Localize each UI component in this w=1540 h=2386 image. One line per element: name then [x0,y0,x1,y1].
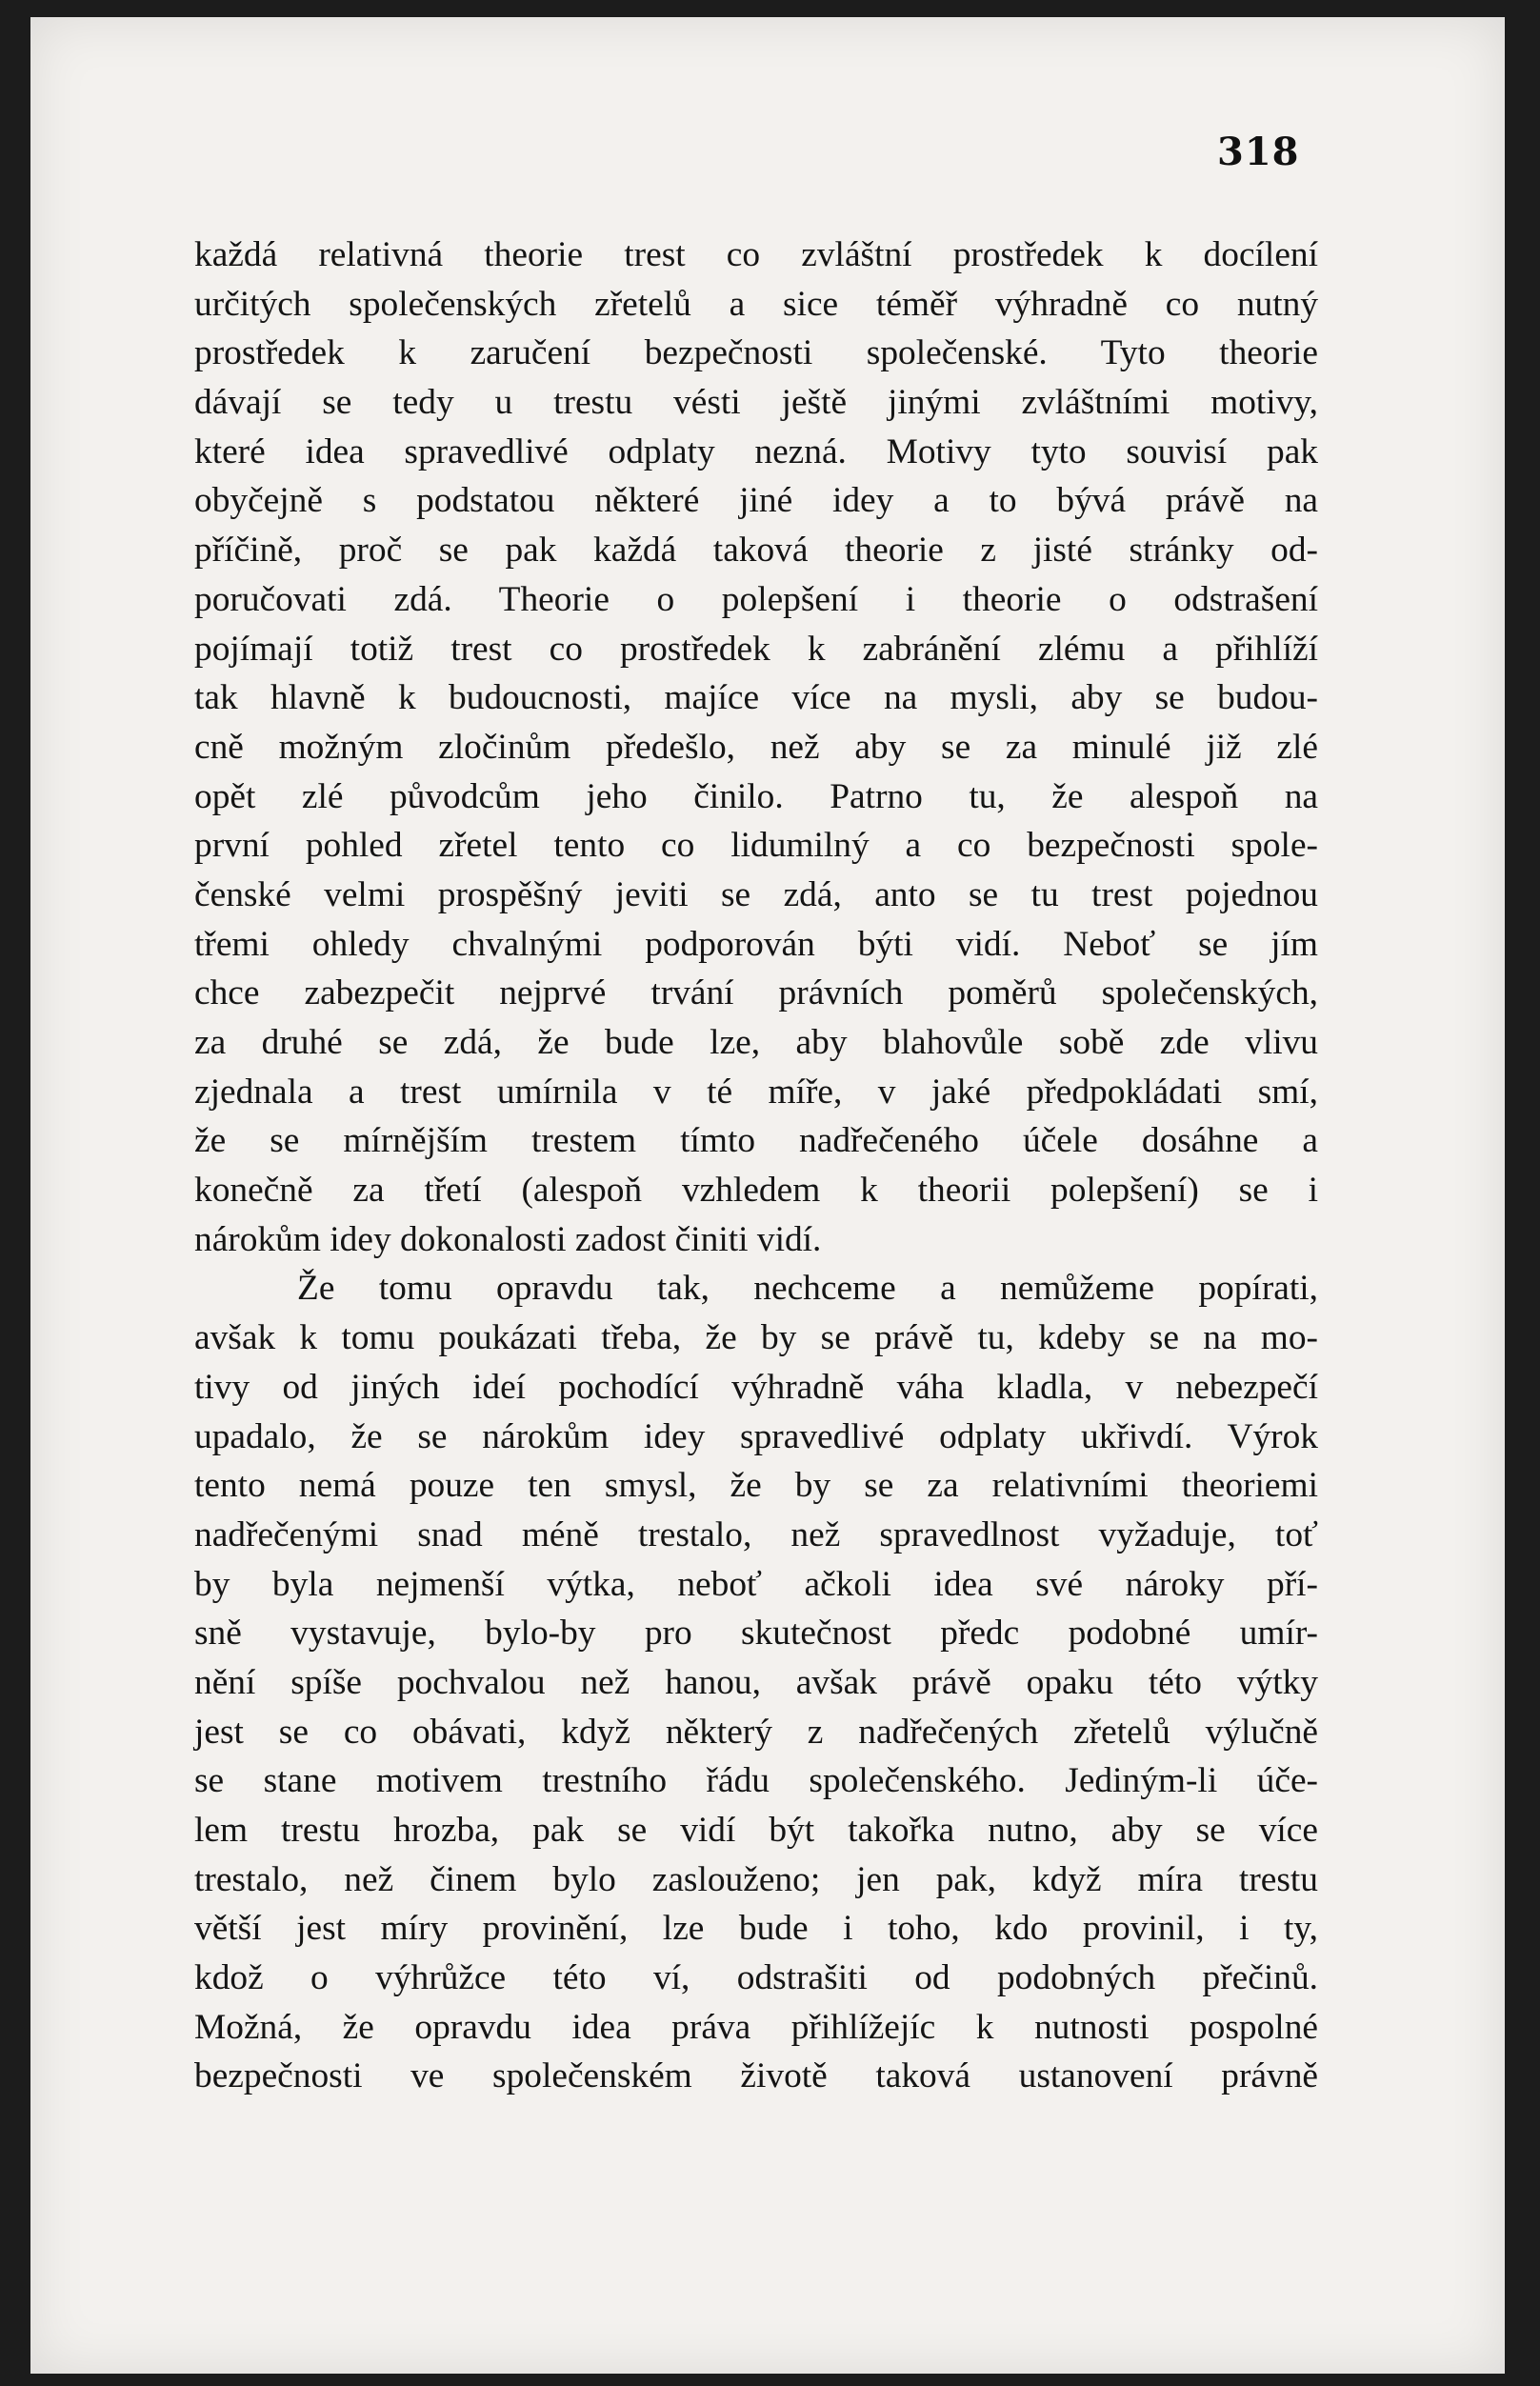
text-line: nění spíše pochvalou než hanou, avšak právě opaku této výtky [194,1662,1318,1702]
text-line: prostředek k zaručení bezpečnosti společenské. Tyto theorie [194,333,1318,373]
text-line: tento nemá pouze ten smysl, že by se za relativními theoriemi [194,1466,1318,1506]
text-line: kdož o výhrůžce této ví, odstrašiti od podobných přečinů. [194,1958,1318,1998]
text-line: opět zlé původcům jeho činilo. Patrno tu, že alespoň na [194,776,1318,816]
text-line: třemi ohledy chvalnými podporován býti vidí. Neboť se jím [194,924,1318,964]
text-line: upadalo, že se nárokům idey spravedlivé odplaty ukřivdí. Výrok [194,1416,1318,1456]
text-line: za druhé se zdá, že bude lze, aby blahovůle sobě zde vlivu [194,1023,1318,1062]
text-line: tivy od jiných ideí pochodící výhradně váha kladla, v nebezpečí [194,1367,1318,1407]
text-line: by byla nejmenší výtka, neboť ačkoli idea své nároky pří- [194,1564,1318,1604]
text-line: tak hlavně k budoucnosti, majíce více na mysli, aby se budou- [194,678,1318,718]
text-line: dávají se tedy u trestu vésti ještě jinými zvláštními motivy, [194,383,1318,423]
text-line: příčině, proč se pak každá taková theorie z jisté stránky od- [194,531,1318,571]
text-line: že se mírnějším trestem tímto nadřečeného účele dosáhne a [194,1121,1318,1161]
text-line: nadřečenými snad méně trestalo, než spravedlnost vyžaduje, toť [194,1514,1318,1554]
page-number: 318 [1217,130,1300,174]
text-line: Že tomu opravdu tak, nechceme a nemůžeme popírati, [297,1269,1318,1309]
text-line: Možná, že opravdu idea práva přihlížejíc k nutnosti pospolné [194,2007,1318,2047]
text-line: větší jest míry provinění, lze bude i toho, kdo provinil, i ty, [194,1909,1318,1949]
text-line: cně možným zločinům předešlo, než aby se za minulé již zlé [194,727,1318,767]
body-text [194,231,1318,2101]
text-line: obyčejně s podstatou některé jiné idey a to bývá právě na [194,481,1318,521]
text-line: konečně za třetí (alespoň vzhledem k theorii polepšení) se i [194,1171,1318,1211]
text-line: které idea spravedlivé odplaty nezná. Motivy tyto souvisí pak [194,431,1318,471]
text-line: zjednala a trest umírnila v té míře, v jaké předpokládati smí, [194,1072,1318,1112]
text-line: pojímají totiž trest co prostředek k zabránění zlému a přihlíží [194,629,1318,669]
text-line: první pohled zřetel tento co lidumilný a co bezpečnosti spole- [194,826,1318,866]
text-line: nárokům idey dokonalosti zadost činiti vidí. [194,1219,822,1259]
text-line: určitých společenských zřetelů a sice téměř výhradně co nutný [194,284,1318,324]
text-line: poručovati zdá. Theorie o polepšení i theorie o odstrašení [194,579,1318,619]
text-line: chce zabezpečit nejprvé trvání právních poměrů společenských, [194,973,1318,1013]
text-line: bezpečnosti ve společenském životě taková ustanovení právně [194,2056,1318,2096]
text-line: sně vystavuje, bylo-by pro skutečnost předc podobné umír- [194,1614,1318,1654]
text-line: se stane motivem trestního řádu společenského. Jediným-li úče- [194,1761,1318,1801]
text-line: čenské velmi prospěšný jeviti se zdá, anto se tu trest pojednou [194,874,1318,914]
text-line: avšak k tomu poukázati třeba, že by se právě tu, kdeby se na mo- [194,1318,1318,1358]
text-line: jest se co obávati, když některý z nadřečených zřetelů výlučně [194,1712,1318,1752]
book-page [30,17,1505,2374]
text-line: každá relativná theorie trest co zvláštní prostředek k docílení [194,235,1318,274]
text-line: trestalo, než činem bylo zaslouženo; jen pak, když míra trestu [194,1859,1318,1899]
text-line: lem trestu hrozba, pak se vidí být takořka nutno, aby se více [194,1811,1318,1850]
